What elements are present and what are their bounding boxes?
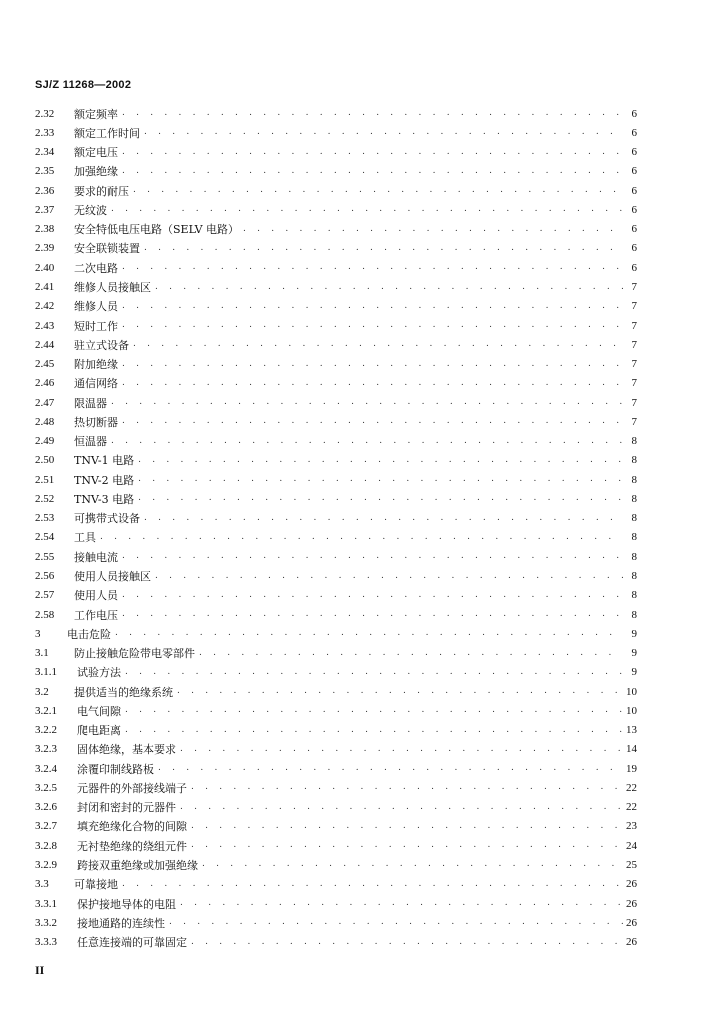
toc-entry-number: 2.34 [35, 146, 55, 159]
toc-leader-dots [122, 360, 623, 369]
toc-leader-dots [122, 109, 623, 118]
toc-entry[interactable] [35, 239, 637, 258]
toc-entry-number: 2.42 [35, 300, 55, 313]
toc-leader-dots [138, 494, 623, 503]
toc-entry-title: 维修人员 [74, 300, 118, 314]
toc-entry-number: 2.53 [35, 512, 55, 525]
toc-leader-dots [191, 938, 623, 947]
toc-entry-number: 3.2.3 [35, 743, 57, 756]
toc-entry-title: 使用人员 [74, 589, 118, 603]
toc-entry-title: 安全特低电压电路（SELV 电路） [74, 223, 240, 237]
toc-entry-number: 2.48 [35, 415, 55, 428]
toc-entry-number: 2.40 [35, 261, 55, 274]
toc-entry[interactable] [35, 528, 637, 547]
toc-entry-page: 9 [631, 666, 637, 679]
toc-entry-title: 防止接触危险带电零部件 [74, 647, 195, 661]
toc-entry-number: 3.2.8 [35, 839, 57, 852]
document-header: SJ/Z 11268—2002 [35, 79, 132, 91]
toc-entry[interactable] [35, 451, 637, 470]
toc-entry-title: 任意连接端的可靠固定 [77, 936, 187, 950]
toc-entry-page: 6 [631, 261, 637, 274]
toc-entry[interactable] [35, 643, 637, 662]
toc-leader-dots [111, 398, 623, 407]
toc-entry-page: 6 [631, 107, 637, 120]
toc-leader-dots [100, 533, 623, 542]
toc-entry-number: 2.46 [35, 377, 55, 390]
toc-entry-title: 要求的耐压 [74, 184, 129, 198]
toc-entry[interactable] [35, 586, 637, 605]
toc-entry[interactable] [35, 162, 637, 181]
toc-leader-dots [125, 706, 623, 715]
toc-entry-page: 6 [631, 242, 637, 255]
toc-entry-title: 固体绝缘，基本要求 [77, 743, 176, 757]
toc-entry-title: 填充绝缘化合物的间隙 [77, 820, 187, 834]
toc-entry-page: 8 [631, 454, 637, 467]
toc-entry-title: 接触电流 [74, 550, 118, 564]
toc-entry-title: 工作电压 [74, 608, 118, 622]
toc-entry[interactable] [35, 470, 637, 489]
toc-entry-number: 2.55 [35, 550, 55, 563]
toc-leader-dots [122, 591, 623, 600]
toc-entry-title: 热切断器 [74, 415, 118, 429]
toc-leader-dots [122, 379, 623, 388]
toc-leader-dots [191, 841, 623, 850]
toc-entry-page: 6 [631, 223, 637, 236]
toc-entry-page: 26 [626, 936, 637, 949]
toc-entry-page: 22 [626, 781, 637, 794]
toc-entry-page: 6 [631, 184, 637, 197]
toc-entry[interactable] [35, 624, 637, 643]
toc-entry[interactable] [35, 489, 637, 508]
toc-entry-page: 23 [626, 820, 637, 833]
toc-entry-number: 3.2.5 [35, 781, 57, 794]
toc-entry-number: 2.37 [35, 203, 55, 216]
toc-leader-dots [125, 668, 623, 677]
toc-entry-title: 接地通路的连续性 [77, 916, 165, 930]
toc-entry-page: 8 [631, 512, 637, 525]
toc-leader-dots [125, 726, 623, 735]
toc-leader-dots [158, 764, 623, 773]
toc-entry-title: 驻立式设备 [74, 338, 129, 352]
toc-leader-dots [155, 572, 623, 581]
toc-entry[interactable] [35, 200, 637, 219]
toc-leader-dots [122, 321, 623, 330]
toc-entry[interactable] [35, 374, 637, 393]
toc-entry-title: 附加绝缘 [74, 358, 118, 372]
toc-entry-number: 3.3.2 [35, 916, 57, 929]
toc-entry-page: 26 [626, 916, 637, 929]
toc-entry[interactable] [35, 836, 637, 855]
page-number-footer: II [35, 963, 45, 977]
toc-entry-title: 额定工作时间 [74, 126, 140, 140]
toc-entry[interactable] [35, 855, 637, 874]
toc-entry[interactable] [35, 740, 637, 759]
toc-entry-number: 3.1.1 [35, 666, 57, 679]
toc-entry[interactable] [35, 798, 637, 817]
toc-entry-title: 电气间隙 [77, 704, 121, 718]
toc-entry-title: TNV-1 电路 [74, 454, 135, 468]
toc-entry-number: 3.2.7 [35, 820, 57, 833]
toc-entry-page: 19 [626, 762, 637, 775]
toc-entry-number: 2.49 [35, 435, 55, 448]
toc-leader-dots [115, 629, 623, 638]
toc-entry[interactable] [35, 258, 637, 277]
toc-entry-title: 元器件的外部接线端子 [77, 781, 187, 795]
toc-entry-number: 2.56 [35, 570, 55, 582]
toc-entry-title: 提供适当的绝缘系统 [74, 685, 173, 699]
toc-entry-page: 7 [631, 415, 637, 428]
toc-entry-page: 7 [631, 300, 637, 313]
toc-entry-title: 加强绝缘 [74, 165, 118, 179]
toc-entry-title: 限温器 [74, 396, 107, 410]
toc-entry[interactable] [35, 566, 637, 585]
toc-entry[interactable] [35, 778, 637, 797]
toc-entry-title: 工具 [74, 531, 96, 545]
toc-leader-dots [138, 475, 623, 484]
toc-entry-title: 跨接双重绝缘或加强绝缘 [77, 858, 198, 872]
toc-entry-page: 7 [631, 396, 637, 409]
toc-entry-number: 2.35 [35, 165, 55, 178]
toc-entry-number: 3.2.4 [35, 762, 57, 775]
toc-entry-number: 3.3 [35, 878, 49, 891]
toc-entry-number: 3.2.1 [35, 704, 57, 717]
toc-entry-page: 6 [631, 146, 637, 159]
toc-entry-number: 2.38 [35, 223, 55, 236]
toc-leader-dots [122, 302, 623, 311]
toc-entry-page: 9 [631, 627, 637, 640]
toc-entry-number: 2.39 [35, 242, 55, 255]
toc-leader-dots [122, 610, 623, 619]
toc-entry[interactable] [35, 104, 637, 123]
toc-entry[interactable] [35, 354, 637, 373]
toc-entry-page: 7 [631, 281, 637, 294]
toc-entry-title: 可携带式设备 [74, 512, 140, 526]
toc-entry-page: 6 [631, 203, 637, 216]
toc-entry[interactable] [35, 316, 637, 335]
toc-entry-title: 试验方法 [77, 666, 121, 680]
toc-entry-title: 爬电距离 [77, 724, 121, 738]
toc-leader-dots [144, 128, 623, 137]
toc-entry-number: 2.36 [35, 184, 55, 197]
toc-entry[interactable] [35, 875, 637, 894]
toc-leader-dots [155, 283, 623, 292]
toc-leader-dots [180, 803, 623, 812]
toc-entry-title: 安全联锁装置 [74, 242, 140, 256]
toc-leader-dots [122, 148, 623, 157]
toc-leader-dots [177, 687, 623, 696]
toc-entry-number: 2.54 [35, 531, 55, 544]
toc-entry-number: 2.47 [35, 396, 55, 409]
toc-entry-page: 8 [631, 531, 637, 544]
toc-entry-page: 14 [626, 743, 637, 756]
toc-entry-title: TNV-2 电路 [74, 473, 135, 487]
toc-entry-page: 25 [626, 858, 637, 871]
toc-entry-title: 涂覆印制线路板 [77, 762, 154, 776]
toc-entry[interactable] [35, 913, 637, 932]
toc-entry-number: 3.2.9 [35, 858, 57, 871]
toc-leader-dots [180, 745, 623, 754]
toc-leader-dots [111, 437, 623, 446]
toc-entry-page: 24 [626, 839, 637, 852]
toc-entry-number: 3.3.3 [35, 936, 57, 949]
toc-entry-number: 2.57 [35, 589, 55, 602]
toc-entry[interactable] [35, 721, 637, 740]
toc-entry-number: 2.52 [35, 492, 55, 505]
toc-entry-page: 6 [631, 165, 637, 178]
toc-entry-number: 2.51 [35, 473, 55, 486]
toc-entry[interactable] [35, 701, 637, 720]
toc-leader-dots [122, 417, 623, 426]
toc-entry-number: 3 [35, 627, 41, 640]
toc-leader-dots [169, 918, 623, 927]
toc-entry-title: 通信网络 [74, 377, 118, 391]
toc-entry-page: 8 [631, 589, 637, 602]
toc-entry-page: 8 [631, 550, 637, 563]
toc-entry-page: 8 [631, 435, 637, 448]
toc-leader-dots [202, 860, 623, 869]
toc-entry-page: 9 [631, 647, 637, 660]
toc-entry-page: 26 [626, 897, 637, 910]
toc-leader-dots [122, 552, 623, 561]
toc-entry[interactable] [35, 432, 637, 451]
toc-entry-page: 8 [631, 608, 637, 621]
toc-entry-page: 22 [626, 801, 637, 814]
toc-leader-dots [122, 167, 623, 176]
toc-entry[interactable] [35, 393, 637, 412]
toc-entry-number: 2.33 [35, 126, 55, 139]
toc-leader-dots [144, 244, 623, 253]
toc-entry-title: 保护接地导体的电阻 [77, 897, 176, 911]
toc-entry[interactable] [35, 143, 637, 162]
toc-entry-number: 3.2.6 [35, 801, 57, 814]
toc-entry[interactable] [35, 297, 637, 316]
toc-entry[interactable] [35, 181, 637, 200]
toc-entry-title: 使用人员接触区 [74, 570, 151, 583]
toc-entry-page: 6 [631, 126, 637, 139]
toc-entry[interactable] [35, 509, 637, 528]
toc-entry-page: 7 [631, 358, 637, 371]
toc-entry[interactable] [35, 663, 637, 682]
toc-entry-title: 额定频率 [74, 107, 118, 121]
toc-entry-title: 封闭和密封的元器件 [77, 801, 176, 815]
toc-entry-title: 可靠接地 [74, 878, 118, 892]
toc-entry[interactable] [35, 605, 637, 624]
toc-entry-number: 2.45 [35, 358, 55, 371]
toc-entry[interactable] [35, 817, 637, 836]
toc-entry[interactable] [35, 412, 637, 431]
toc-entry[interactable] [35, 894, 637, 913]
toc-entry-number: 2.32 [35, 107, 55, 120]
toc-entry-title: TNV-3 电路 [74, 492, 135, 506]
toc-entry-number: 3.1 [35, 647, 49, 660]
toc-entry-number: 3.2.2 [35, 724, 57, 737]
toc-leader-dots [111, 205, 623, 214]
toc-entry-page: 8 [631, 570, 637, 582]
table-of-contents [35, 104, 637, 952]
toc-entry-number: 3.2 [35, 685, 49, 698]
toc-entry[interactable] [35, 335, 637, 354]
toc-entry-title: 短时工作 [74, 319, 118, 333]
toc-entry[interactable] [35, 682, 637, 701]
toc-leader-dots [144, 514, 623, 523]
toc-entry-title: 无纹波 [74, 203, 107, 217]
toc-entry-title: 维修人员接触区 [74, 281, 151, 295]
toc-entry-number: 2.58 [35, 608, 55, 621]
toc-entry-page: 10 [626, 685, 637, 698]
toc-leader-dots [138, 456, 623, 465]
toc-leader-dots [191, 822, 623, 831]
toc-leader-dots [180, 899, 623, 908]
toc-leader-dots [243, 225, 623, 234]
toc-leader-dots [191, 783, 623, 792]
toc-entry-number: 2.41 [35, 281, 55, 294]
toc-leader-dots [122, 880, 623, 889]
toc-entry-number: 2.50 [35, 454, 55, 467]
toc-entry-page: 7 [631, 377, 637, 390]
toc-entry[interactable] [35, 277, 637, 296]
toc-entry[interactable] [35, 547, 637, 566]
toc-entry[interactable] [35, 759, 637, 778]
toc-entry[interactable] [35, 220, 637, 239]
toc-entry-page: 26 [626, 878, 637, 891]
toc-entry-number: 2.43 [35, 319, 55, 332]
toc-leader-dots [133, 186, 623, 195]
toc-entry-title: 恒温器 [74, 435, 107, 449]
toc-entry-page: 7 [631, 319, 637, 332]
toc-entry-title: 额定电压 [74, 146, 118, 160]
toc-entry-page: 10 [626, 704, 637, 717]
toc-entry-number: 2.44 [35, 338, 55, 351]
toc-entry-title: 无衬垫绝缘的绕组元件 [77, 839, 187, 853]
toc-entry-number: 3.3.1 [35, 897, 57, 910]
toc-entry-page: 13 [626, 724, 637, 737]
toc-entry[interactable] [35, 123, 637, 142]
toc-leader-dots [122, 263, 623, 272]
toc-leader-dots [133, 340, 623, 349]
toc-entry-page: 8 [631, 473, 637, 486]
toc-entry[interactable] [35, 932, 637, 951]
toc-entry-title: 电击危险 [67, 627, 111, 641]
toc-entry-page: 8 [631, 492, 637, 505]
toc-leader-dots [199, 649, 623, 658]
toc-entry-title: 二次电路 [74, 261, 118, 275]
toc-entry-page: 7 [631, 338, 637, 351]
